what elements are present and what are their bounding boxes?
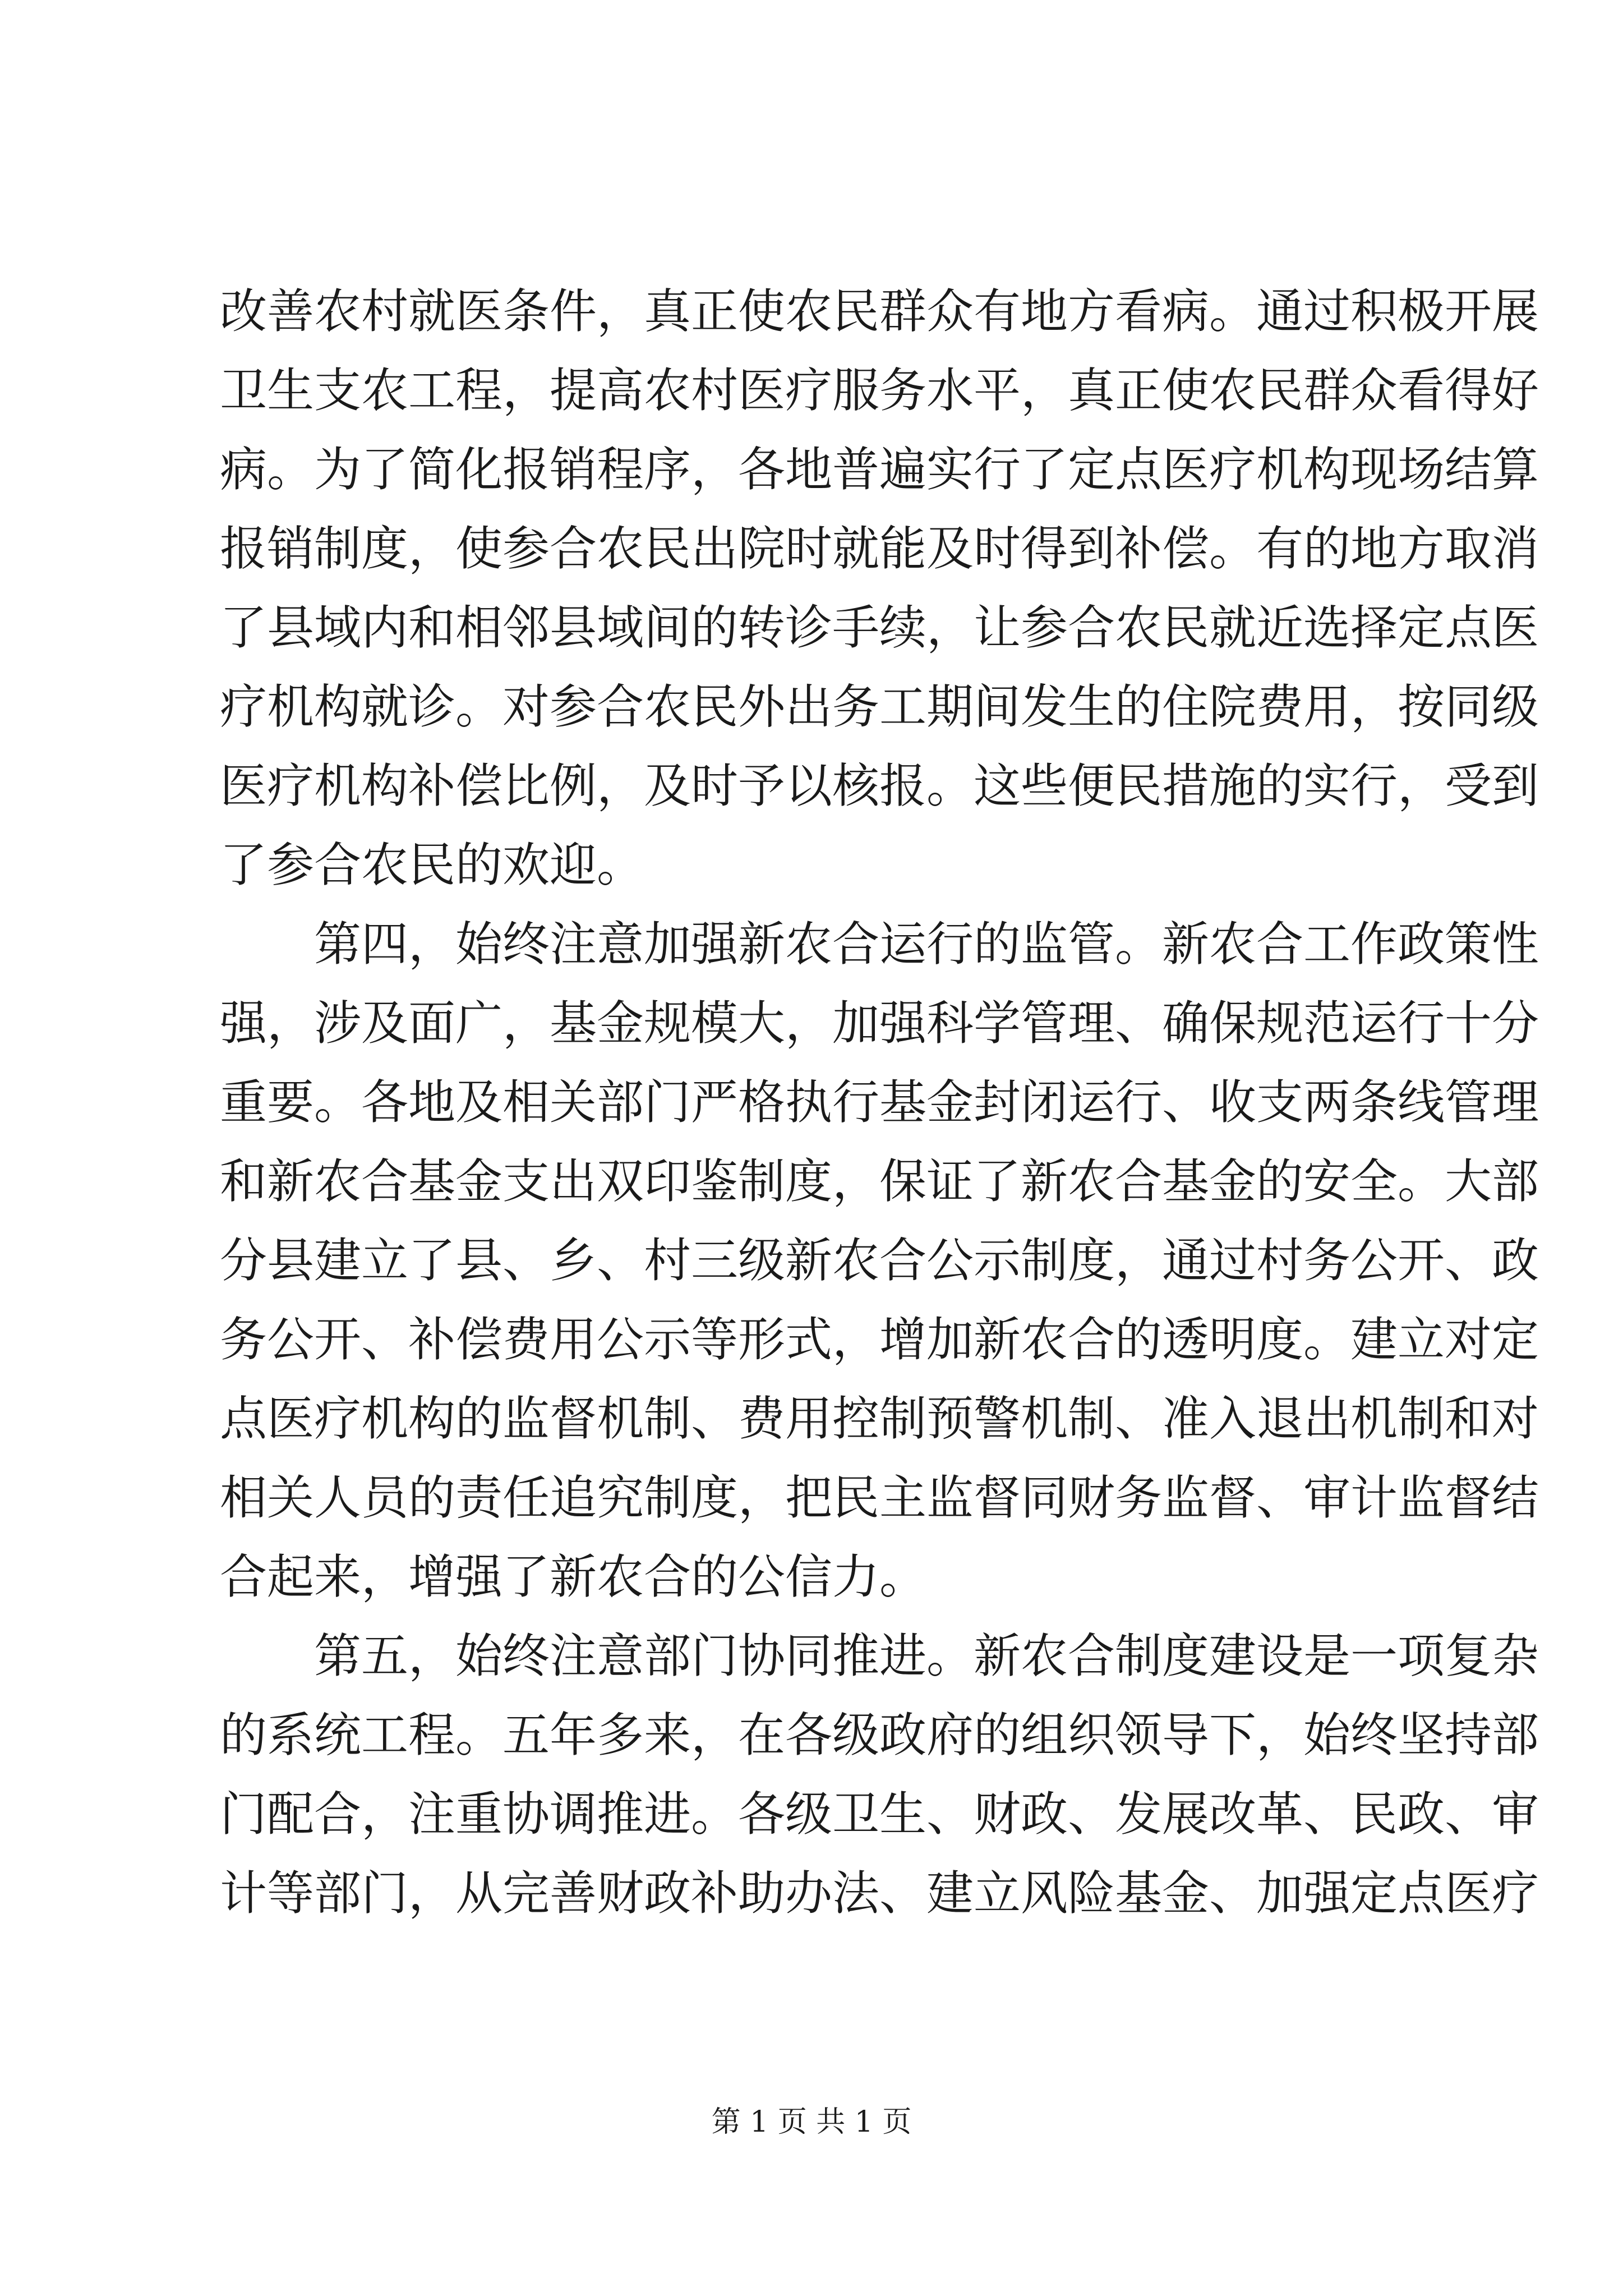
- body-text: [220, 272, 1539, 1933]
- text-line: 疗机构就诊。对参合农民外出务工期间发生的住院费用，按同级: [220, 679, 1539, 734]
- text-line: 了参合农民的欢迎。: [220, 838, 644, 892]
- text-line: 合起来，增强了新农合的公信力。: [220, 1549, 927, 1604]
- text-line: 第五，始终注意部门协同推进。新农合制度建设是一项复杂: [314, 1628, 1539, 1683]
- text-line: 病。为了简化报销程序，各地普遍实行了定点医疗机构现场结算: [220, 442, 1539, 497]
- text-line: 相关人员的责任追究制度，把民主监督同财务监督、审计监督结: [220, 1470, 1539, 1525]
- text-line: 的系统工程。五年多来，在各级政府的组织领导下，始终坚持部: [220, 1708, 1539, 1763]
- text-line: 和新农合基金支出双印鉴制度，保证了新农合基金的安全。大部: [220, 1154, 1539, 1209]
- text-line: 点医疗机构的监督机制、费用控制预警机制、准入退出机制和对: [220, 1391, 1539, 1446]
- page-footer: 第 1 页 共 1 页: [711, 2105, 912, 2139]
- text-line: 分县建立了县、乡、村三级新农合公示制度，通过村务公开、政: [220, 1233, 1539, 1288]
- text-line: 医疗机构补偿比例，及时予以核报。这些便民措施的实行，受到: [220, 758, 1539, 813]
- text-line: 了县域内和相邻县域间的转诊手续，让参合农民就近选择定点医: [220, 600, 1539, 655]
- text-line: 改善农村就医条件，真正使农民群众有地方看病。通过积极开展: [220, 284, 1539, 339]
- text-line: 门配合，注重协调推进。各级卫生、财政、发展改革、民政、审: [220, 1787, 1539, 1842]
- text-line: 重要。各地及相关部门严格执行基金封闭运行、收支两条线管理: [220, 1075, 1539, 1130]
- text-line: 强，涉及面广，基金规模大，加强科学管理、确保规范运行十分: [220, 996, 1539, 1051]
- text-line: 卫生支农工程，提高农村医疗服务水平，真正使农民群众看得好: [220, 363, 1539, 418]
- text-line: 务公开、补偿费用公示等形式，增加新农合的透明度。建立对定: [220, 1312, 1539, 1367]
- text-line: 报销制度，使参合农民出院时就能及时得到补偿。有的地方取消: [220, 521, 1539, 576]
- text-line: 第四，始终注意加强新农合运行的监管。新农合工作政策性: [314, 917, 1539, 972]
- text-line: 计等部门，从完善财政补助办法、建立风险基金、加强定点医疗: [220, 1866, 1539, 1921]
